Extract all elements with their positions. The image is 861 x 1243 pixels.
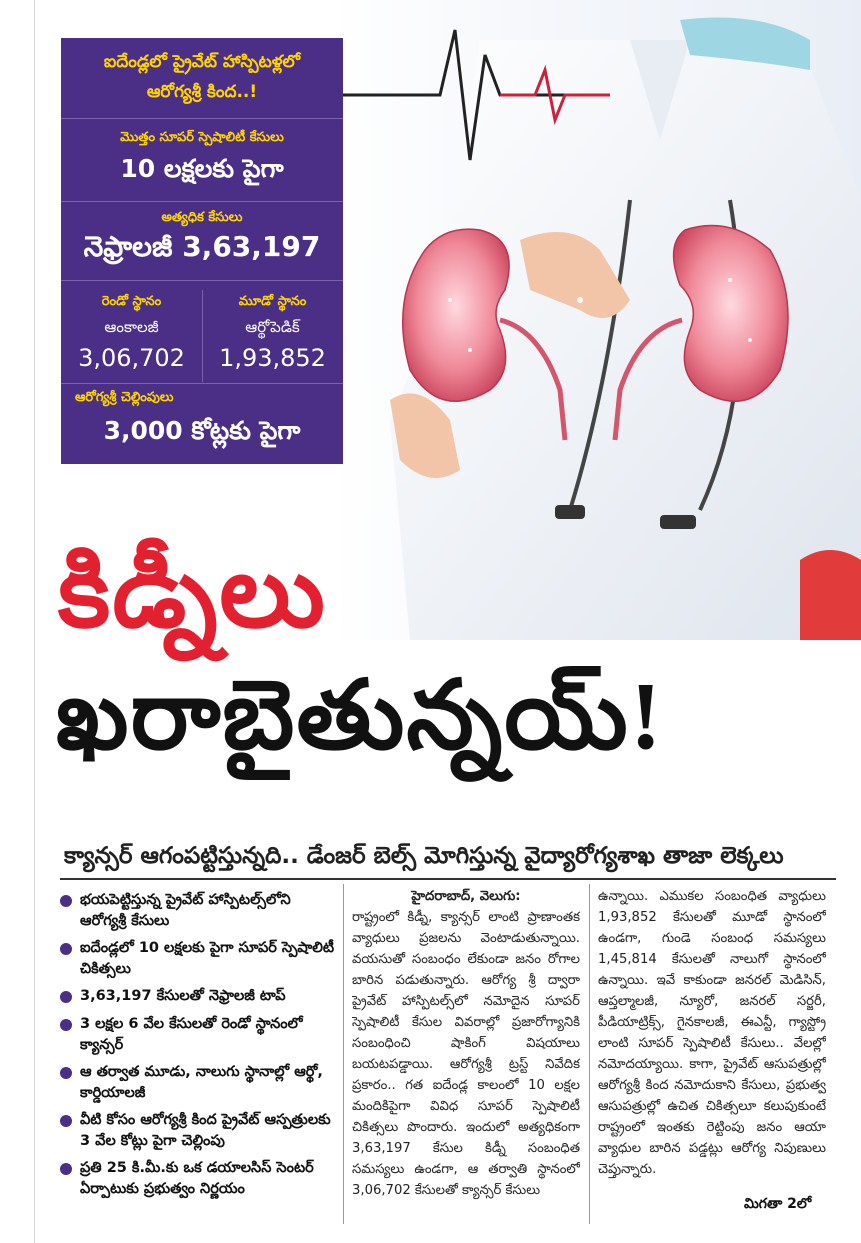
divider bbox=[61, 280, 343, 281]
third-dept: ఆర్థోపెడిక్ bbox=[245, 318, 300, 336]
article-column-2 bbox=[598, 886, 826, 1186]
divider bbox=[60, 878, 836, 880]
bullet-icon bbox=[60, 991, 72, 1003]
bullet-item: ఐదేండ్లలో 10 లక్షలకు పైగా సూపర్ స్పెషాలిటీ చికిత్సలు bbox=[58, 938, 338, 980]
total-label: మొత్తం సూపర్ స్పెషాలిటీ కేసులు bbox=[120, 130, 284, 145]
bullet-icon bbox=[60, 1019, 72, 1031]
third-value: 1,93,852 bbox=[219, 344, 326, 372]
bullet-item: ప్రతి 25 కి.మీ.కు ఒక డయాలసిస్ సెంటర్ ఏర్పాటుకు ప్రభుత్వం నిర్ణయం bbox=[58, 1158, 338, 1200]
bullet-item: వీటి కోసం ఆరోగ్యశ్రీ కింద ప్రైవేట్ ఆస్పత్రులకు 3 వేల కోట్లు పైగా చెల్లింపు bbox=[58, 1110, 338, 1152]
bullet-icon bbox=[60, 1163, 72, 1175]
bullet-item: ఆ తర్వాత మూడు, నాలుగు స్థానాల్లో ఆర్థో, కార్డియాలజీ bbox=[58, 1062, 338, 1104]
bullet-item: 3,63,197 కేసులతో నెఫ్రాలజీ టాప్ bbox=[58, 986, 338, 1007]
third-place bbox=[202, 294, 343, 372]
divider bbox=[61, 201, 343, 202]
bullet-item: భయపెట్టిస్తున్న ప్రైవేట్ హాస్పిటల్స్‌లోని ఆరోగ్యశ్రీ కేసులు bbox=[58, 890, 338, 932]
column-divider bbox=[589, 884, 590, 1224]
third-label: మూడో స్థానం bbox=[238, 294, 307, 309]
article-body-1: రాష్ట్రంలో కిడ్నీ, క్యాన్సర్ లాంటి ప్రాణాంతక వ్యాధులు ప్రజలను వెంటాడుతున్నాయి. వయసుతో సంబంధం లేకుండా జనం రోగాల బారిన పడుతున్నారు. ఆరోగ్య శ్రీ ద్వారా ప్రైవేట్ హాస్పిటల్స్‌లో నమోదైన సూపర్ స్పెషాలిటీ కేసుల వివరాల్లో ప్రజారోగ్యానికి సంబంధించి షాకింగ్ విషయాలు బయటపడ్డాయి. ఆరోగ్యశ్రీ ట్రస్ట్ నివేదిక ప్రకారం.. గత ఐదేండ్ల కాలంలో 10 లక్షల మందికిపైగా వివిధ సూపర్ స్పెషాలిటీ చికిత్సలు పొందారు. ఇందులో అత్యధికంగా 3,63,197 కేసుల కిడ్నీ సంబంధిత సమస్యలు ఉండగా, ఆ తర్వాతి స్థానంలో 3,06,702 కేసులతో క్యాన్సర్ కేసులు bbox=[352, 910, 580, 1198]
article-body-2: ఉన్నాయి. ఎముకల సంబంధిత వ్యాధులు 1,93,852 కేసులతో మూడో స్థానంలో ఉండగా, గుండె సంబంధ సమస్యలు 1,45,814 కేసులతో నాలుగో స్థానంలో ఉన్నాయి. ఇవే కాకుండా జనరల్ మెడిసిన్, ఆప్తల్మాలజీ, న్యూరో, జనరల్ సర్జరీ, పీడియాట్రిక్స్, గైనకాలజీ, ఈఎన్టీ, గ్యాస్ట్రో లాంటి సూపర్ స్పెషాలిటీ కేసులు.. వేలల్లో నమోదయ్యాయి. కాగా, ప్రైవేట్ ఆసుపత్రుల్లో ఆరోగ్యశ్రీ కింద నమోదుకాని కేసులు, ప్రభుత్వ ఆసుపత్రుల్లో ఉచిత చికిత్సలూ కలుపుకుంటే రాష్ట్రంలో ఇంతకు రెట్టింపు జనం ఆయా వ్యాధుల బారిన పడ్డట్లు ఆరోగ్య నిపుణులు చెప్తున్నారు. bbox=[598, 889, 826, 1177]
page-border bbox=[34, 0, 35, 1243]
top-cases-label: అత్యధిక కేసులు bbox=[161, 210, 243, 225]
divider bbox=[61, 118, 343, 119]
stats-title-line2: ఆరోగ్యశ్రీ కింద..! bbox=[146, 82, 258, 102]
payment-label: ఆరోగ్యశ్రీ చెల్లింపులు bbox=[75, 390, 174, 405]
divider bbox=[61, 383, 343, 384]
stats-panel bbox=[61, 38, 343, 464]
bullet-icon bbox=[60, 943, 72, 955]
second-dept: ఆంకాలజీ bbox=[104, 318, 159, 336]
bullet-list bbox=[58, 886, 338, 1226]
bullet-item: 3 లక్షల 6 వేల కేసులతో రెండో స్థానంలో క్యాన్సర్ bbox=[58, 1014, 338, 1056]
top-cases-value: నెఫ్రాలజీ 3,63,197 bbox=[83, 230, 321, 263]
second-value: 3,06,702 bbox=[78, 344, 185, 372]
total-value: 10 లక్షలకు పైగా bbox=[120, 154, 284, 183]
bullet-icon bbox=[60, 1115, 72, 1127]
continued-note: మిగతా 2లో bbox=[744, 1196, 812, 1212]
headline-line1: కిడ్నీలు bbox=[58, 537, 327, 648]
headline-line2: ఖరాబైతున్నయ్! bbox=[56, 662, 664, 769]
article-column-1 bbox=[352, 886, 580, 1216]
bullet-icon bbox=[60, 895, 72, 907]
second-label: రెండో స్థానం bbox=[101, 294, 162, 309]
illustration-graphic bbox=[330, 0, 861, 640]
second-place bbox=[61, 294, 202, 372]
subheadline: క్యాన్సర్ ఆగంపట్టిస్తున్నది.. డేంజర్ బెల్స్ మోగిస్తున్న వైద్యారోగ్యశాఖ తాజా లెక్కలు bbox=[64, 843, 784, 869]
doctor-kidney-illustration bbox=[330, 0, 861, 640]
dateline: హైదరాబాద్, వెలుగు: bbox=[411, 889, 521, 904]
stats-title-line1: ఐదేండ్లలో ప్రైవేట్ హాస్పిటళ్లలో bbox=[103, 52, 301, 72]
column-divider bbox=[343, 884, 344, 1224]
payment-value: 3,000 కోట్లకు పైగా bbox=[103, 416, 301, 445]
bullet-icon bbox=[60, 1067, 72, 1079]
